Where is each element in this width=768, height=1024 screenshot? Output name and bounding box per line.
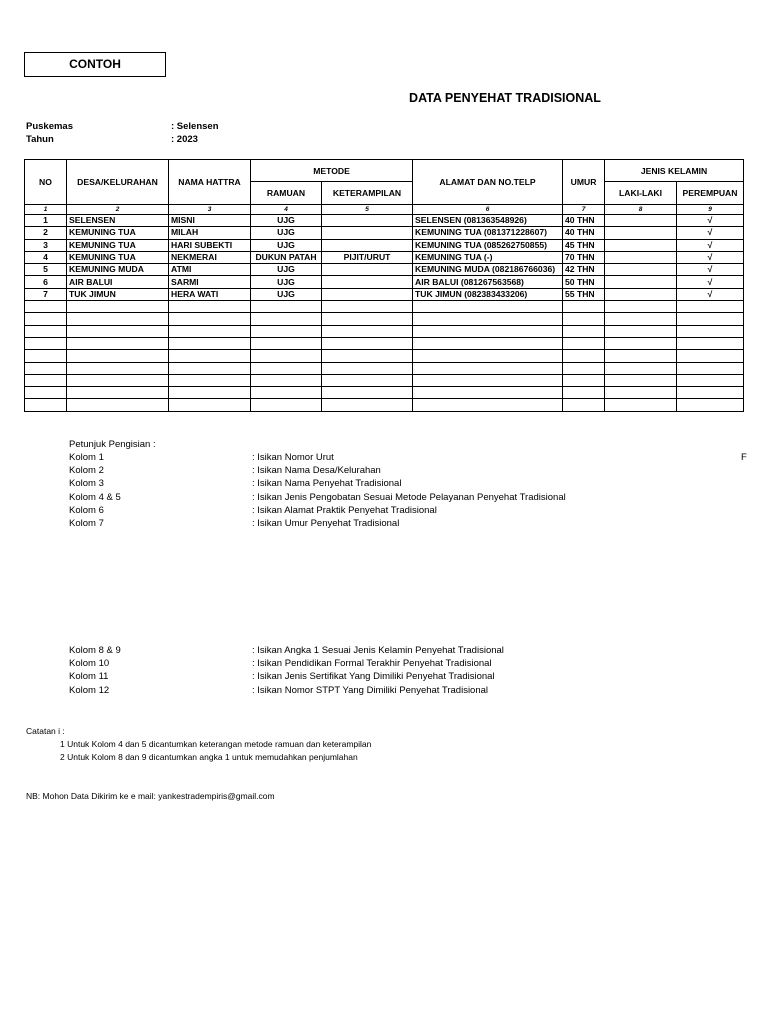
empty-cell: [605, 387, 677, 399]
table-row: [25, 227, 744, 239]
cell-nama: HARI SUBEKTI: [169, 239, 251, 251]
empty-cell: [322, 374, 413, 386]
empty-cell: [563, 313, 605, 325]
index-cell: 3: [169, 205, 251, 215]
index-cell: 9: [677, 205, 744, 215]
petunjuk-desc: : Isikan Pendidikan Formal Terakhir Penyehat Tradisional: [252, 658, 492, 670]
cell-perempuan: √: [677, 215, 744, 227]
empty-row: [25, 325, 744, 337]
puskemas-value: : Selensen: [171, 121, 219, 132]
petunjuk-item: [69, 645, 504, 656]
index-cell: 8: [605, 205, 677, 215]
petunjuk-item: [69, 452, 334, 463]
cell-perempuan: √: [677, 239, 744, 251]
cell-nama: ATMI: [169, 264, 251, 276]
empty-cell: [563, 325, 605, 337]
empty-cell: [169, 399, 251, 411]
empty-cell: [322, 325, 413, 337]
cell-no: 1: [25, 215, 67, 227]
header-ramuan: RAMUAN: [251, 182, 322, 205]
cell-ramuan: UJG: [251, 276, 322, 288]
empty-cell: [67, 301, 169, 313]
empty-cell: [605, 350, 677, 362]
petunjuk-kolom: Kolom 4 & 5: [69, 491, 121, 503]
cell-ramuan: UJG: [251, 288, 322, 300]
empty-cell: [251, 387, 322, 399]
empty-cell: [605, 301, 677, 313]
petunjuk-item: [69, 478, 401, 489]
empty-cell: [413, 387, 563, 399]
empty-cell: [677, 301, 744, 313]
cell-ramuan: UJG: [251, 239, 322, 251]
index-cell: 6: [413, 205, 563, 215]
empty-cell: [251, 350, 322, 362]
cell-keterampilan: PIJIT/URUT: [322, 251, 413, 263]
empty-cell: [413, 362, 563, 374]
empty-cell: [413, 313, 563, 325]
cell-desa: AIR BALUI: [67, 276, 169, 288]
empty-cell: [322, 362, 413, 374]
empty-cell: [67, 374, 169, 386]
empty-cell: [67, 362, 169, 374]
index-cell: 2: [67, 205, 169, 215]
index-cell: 5: [322, 205, 413, 215]
cell-desa: KEMUNING MUDA: [67, 264, 169, 276]
cell-nama: MISNI: [169, 215, 251, 227]
empty-cell: [169, 374, 251, 386]
empty-cell: [413, 350, 563, 362]
table-row: [25, 251, 744, 263]
empty-cell: [563, 350, 605, 362]
meta-puskemas: [26, 121, 219, 132]
petunjuk-kolom: Kolom 7: [69, 518, 104, 529]
header-desa: DESA/KELURAHAN: [67, 160, 169, 205]
empty-cell: [677, 325, 744, 337]
cell-umur: 40 THN: [563, 227, 605, 239]
petunjuk-desc: : Isikan Alamat Praktik Penyehat Tradisional: [252, 504, 437, 516]
cell-umur: 42 THN: [563, 264, 605, 276]
petunjuk-kolom: Kolom 2: [69, 465, 104, 477]
empty-row: [25, 337, 744, 349]
empty-cell: [605, 337, 677, 349]
cell-perempuan: √: [677, 288, 744, 300]
header-metode: METODE: [251, 160, 413, 182]
petunjuk-kolom: Kolom 3: [69, 478, 104, 490]
cell-desa: KEMUNING TUA: [67, 227, 169, 239]
empty-cell: [677, 350, 744, 362]
cell-nama: MILAH: [169, 227, 251, 239]
header-laki: LAKI-LAKI: [605, 182, 677, 205]
index-cell: 1: [25, 205, 67, 215]
cell-alamat: SELENSEN (081363548926): [413, 215, 563, 227]
cell-nama: SARMI: [169, 276, 251, 288]
petunjuk-kolom: Kolom 6: [69, 504, 104, 516]
puskemas-label: Puskemas: [26, 121, 74, 132]
cell-perempuan: √: [677, 251, 744, 263]
petunjuk-title: Petunjuk Pengisian :: [69, 439, 156, 450]
empty-cell: [67, 325, 169, 337]
empty-cell: [563, 399, 605, 411]
empty-cell: [413, 337, 563, 349]
petunjuk-item: [69, 671, 495, 682]
empty-cell: [169, 350, 251, 362]
empty-cell: [67, 313, 169, 325]
empty-cell: [169, 387, 251, 399]
cell-laki: [605, 227, 677, 239]
cell-no: 5: [25, 264, 67, 276]
empty-cell: [251, 337, 322, 349]
cell-desa: SELENSEN: [67, 215, 169, 227]
empty-cell: [25, 325, 67, 337]
petunjuk-desc: : Isikan Jenis Sertifikat Yang Dimiliki Penyehat Tradisional: [252, 671, 495, 683]
cell-laki: [605, 239, 677, 251]
cell-laki: [605, 288, 677, 300]
page-title: DATA PENYEHAT TRADISIONAL: [409, 91, 601, 105]
empty-cell: [251, 313, 322, 325]
table-row: [25, 239, 744, 251]
header-keterampilan: KETERAMPILAN: [322, 182, 413, 205]
header-nama: NAMA HATTRA: [169, 160, 251, 205]
cell-no: 6: [25, 276, 67, 288]
empty-row: [25, 350, 744, 362]
cell-laki: [605, 264, 677, 276]
empty-cell: [563, 337, 605, 349]
cell-desa: KEMUNING TUA: [67, 251, 169, 263]
empty-row: [25, 399, 744, 411]
cell-umur: 40 THN: [563, 215, 605, 227]
empty-row: [25, 362, 744, 374]
meta-tahun: [26, 134, 198, 145]
cell-alamat: KEMUNING TUA (085262750855): [413, 239, 563, 251]
empty-cell: [413, 399, 563, 411]
stray-char: F: [741, 452, 747, 463]
empty-cell: [251, 374, 322, 386]
cell-ramuan: DUKUN PATAH: [251, 251, 322, 263]
petunjuk-desc: : Isikan Jenis Pengobatan Sesuai Metode Pelayanan Penyehat Tradisional: [252, 491, 566, 503]
empty-row: [25, 374, 744, 386]
empty-cell: [251, 301, 322, 313]
cell-ramuan: UJG: [251, 264, 322, 276]
empty-cell: [322, 337, 413, 349]
table-body: [25, 205, 744, 412]
petunjuk-desc: : Isikan Nomor STPT Yang Dimiliki Penyehat Tradisional: [252, 684, 489, 696]
empty-cell: [677, 313, 744, 325]
empty-cell: [605, 325, 677, 337]
catatan-title: Catatan i :: [26, 726, 65, 736]
petunjuk-item: [69, 465, 381, 476]
empty-cell: [605, 313, 677, 325]
empty-cell: [322, 387, 413, 399]
cell-nama: HERA WATI: [169, 288, 251, 300]
cell-perempuan: √: [677, 227, 744, 239]
petunjuk-desc: : Isikan Umur Penyehat Tradisional: [252, 518, 400, 529]
empty-cell: [169, 362, 251, 374]
index-row: [25, 205, 744, 215]
cell-no: 4: [25, 251, 67, 263]
cell-alamat: KEMUNING TUA (-): [413, 251, 563, 263]
empty-row: [25, 301, 744, 313]
cell-keterampilan: [322, 288, 413, 300]
table-row: [25, 276, 744, 288]
table-row: [25, 215, 744, 227]
empty-cell: [25, 337, 67, 349]
cell-no: 7: [25, 288, 67, 300]
contoh-box: CONTOH: [24, 52, 166, 77]
empty-cell: [251, 362, 322, 374]
petunjuk-desc: : Isikan Nama Desa/Kelurahan: [252, 465, 381, 477]
cell-keterampilan: [322, 276, 413, 288]
empty-cell: [677, 362, 744, 374]
empty-cell: [677, 374, 744, 386]
petunjuk-desc: : Isikan Nama Penyehat Tradisional: [252, 478, 402, 490]
petunjuk-desc: : Isikan Angka 1 Sesuai Jenis Kelamin Penyehat Tradisional: [252, 645, 504, 656]
cell-alamat: AIR BALUI (081267563568): [413, 276, 563, 288]
empty-cell: [25, 313, 67, 325]
header-umur: UMUR: [563, 160, 605, 205]
empty-cell: [677, 399, 744, 411]
empty-cell: [413, 374, 563, 386]
cell-nama: NEKMERAI: [169, 251, 251, 263]
empty-cell: [251, 325, 322, 337]
cell-umur: 45 THN: [563, 239, 605, 251]
cell-keterampilan: [322, 215, 413, 227]
catatan-item-2: 2 Untuk Kolom 8 dan 9 dicantumkan angka 1 untuk memudahkan penjumlahan: [60, 752, 358, 762]
header-perempuan: PEREMPUAN: [677, 182, 744, 205]
petunjuk-kolom: Kolom 12: [69, 684, 110, 696]
header-alamat: ALAMAT DAN NO.TELP: [413, 160, 563, 205]
empty-cell: [25, 387, 67, 399]
petunjuk-kolom: Kolom 10: [69, 658, 110, 670]
cell-desa: KEMUNING TUA: [67, 239, 169, 251]
petunjuk-item: [69, 658, 492, 669]
cell-umur: 50 THN: [563, 276, 605, 288]
empty-cell: [322, 399, 413, 411]
cell-laki: [605, 215, 677, 227]
empty-cell: [563, 301, 605, 313]
empty-cell: [169, 325, 251, 337]
empty-cell: [677, 387, 744, 399]
cell-ramuan: UJG: [251, 215, 322, 227]
empty-cell: [563, 387, 605, 399]
empty-row: [25, 387, 744, 399]
cell-laki: [605, 251, 677, 263]
cell-no: 2: [25, 227, 67, 239]
empty-cell: [169, 301, 251, 313]
empty-cell: [67, 350, 169, 362]
petunjuk-item: [69, 492, 566, 503]
empty-cell: [67, 387, 169, 399]
cell-keterampilan: [322, 239, 413, 251]
table-row: [25, 264, 744, 276]
empty-cell: [25, 399, 67, 411]
cell-umur: 70 THN: [563, 251, 605, 263]
cell-ramuan: UJG: [251, 227, 322, 239]
empty-cell: [605, 362, 677, 374]
nb-note: NB: Mohon Data Dikirim ke e mail: yankestradempiris@gmail.com: [26, 791, 275, 801]
tahun-value: : 2023: [171, 134, 198, 145]
cell-umur: 55 THN: [563, 288, 605, 300]
petunjuk-item: [69, 685, 488, 696]
empty-cell: [25, 301, 67, 313]
index-cell: 7: [563, 205, 605, 215]
header-no: NO: [25, 160, 67, 205]
empty-cell: [322, 313, 413, 325]
petunjuk-kolom: Kolom 1: [69, 452, 104, 463]
cell-alamat: KEMUNING MUDA (082186766036): [413, 264, 563, 276]
petunjuk-kolom: Kolom 11: [69, 671, 109, 683]
cell-keterampilan: [322, 264, 413, 276]
empty-cell: [322, 350, 413, 362]
empty-cell: [563, 374, 605, 386]
empty-cell: [67, 399, 169, 411]
petunjuk-item: [69, 505, 437, 516]
data-table: [24, 159, 744, 412]
petunjuk-item: [69, 518, 399, 529]
empty-cell: [25, 350, 67, 362]
empty-cell: [413, 325, 563, 337]
empty-cell: [25, 374, 67, 386]
cell-alamat: KEMUNING TUA (081371228607): [413, 227, 563, 239]
cell-perempuan: √: [677, 276, 744, 288]
cell-laki: [605, 276, 677, 288]
empty-cell: [413, 301, 563, 313]
empty-cell: [605, 399, 677, 411]
empty-cell: [169, 313, 251, 325]
empty-cell: [677, 337, 744, 349]
empty-cell: [67, 337, 169, 349]
cell-desa: TUK JIMUN: [67, 288, 169, 300]
empty-row: [25, 313, 744, 325]
header-jenis-kelamin: JENIS KELAMIN: [605, 160, 744, 182]
tahun-label: Tahun: [26, 134, 54, 145]
catatan-item-1: 1 Untuk Kolom 4 dan 5 dicantumkan keterangan metode ramuan dan keterampilan: [60, 739, 372, 749]
cell-alamat: TUK JIMUN (082383433206): [413, 288, 563, 300]
cell-perempuan: √: [677, 264, 744, 276]
table-row: [25, 288, 744, 300]
empty-cell: [563, 362, 605, 374]
empty-cell: [322, 301, 413, 313]
index-cell: 4: [251, 205, 322, 215]
empty-cell: [169, 337, 251, 349]
cell-no: 3: [25, 239, 67, 251]
empty-cell: [251, 399, 322, 411]
petunjuk-desc: : Isikan Nomor Urut: [252, 452, 334, 463]
empty-cell: [605, 374, 677, 386]
petunjuk-kolom: Kolom 8 & 9: [69, 645, 121, 656]
cell-keterampilan: [322, 227, 413, 239]
empty-cell: [25, 362, 67, 374]
